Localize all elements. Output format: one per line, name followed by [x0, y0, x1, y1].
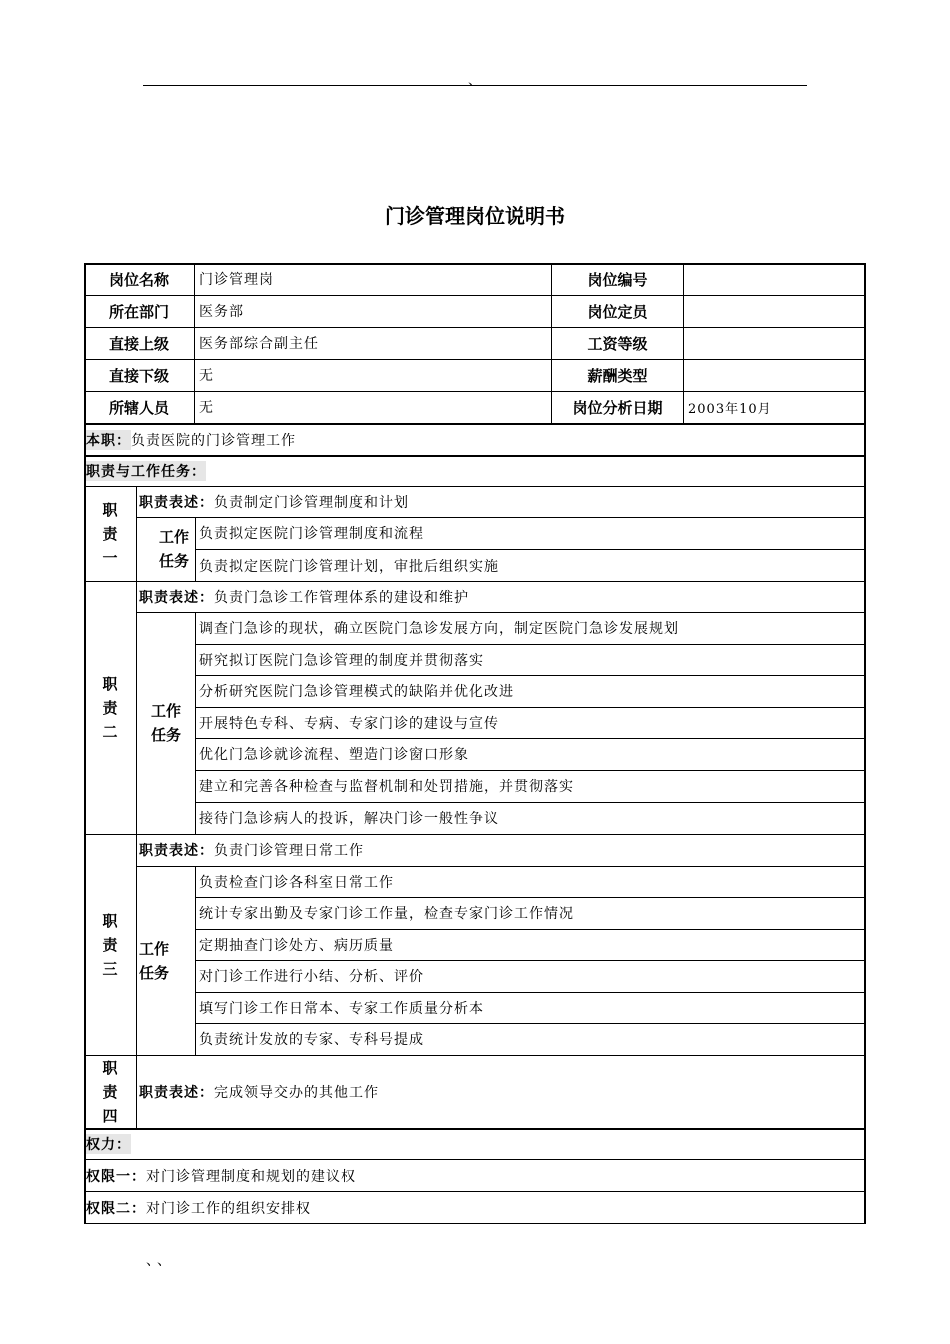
task-item: 调查门急诊的现状，确立医院门急诊发展方向，制定医院门急诊发展规划 [199, 621, 679, 637]
duty-char: 职 [102, 1058, 118, 1077]
label-analysis-date: 岗位分析日期 [572, 398, 663, 417]
job-description-table [84, 263, 866, 1224]
duty-2-task-label [137, 612, 195, 834]
label-superior: 直接上级 [108, 334, 169, 353]
task-label-line: 工作 [150, 702, 181, 720]
grid-line [136, 1055, 137, 1128]
value-job-number [684, 263, 864, 295]
task-label-line: 任务 [150, 726, 181, 744]
statement-label: 职责表述： [139, 843, 214, 859]
page-title: 门诊管理岗位说明书 [385, 204, 565, 228]
task-item: 开展特色专科、专病、专家门诊的建设与宣传 [199, 715, 499, 732]
duty-2-name [84, 581, 136, 834]
label-job-title: 岗位名称 [108, 270, 169, 289]
task-item: 接待门急诊病人的投诉，解决门诊一般性争议 [199, 811, 499, 827]
duties-heading-text: 职责与工作任务： [86, 461, 206, 481]
value-pay-type [684, 359, 864, 391]
duty-1-task-label [137, 517, 195, 581]
duty-char: 一 [102, 548, 118, 567]
duty-char: 责 [102, 698, 118, 717]
info-row [84, 263, 866, 295]
task-item: 统计专家出勤及专家门诊工作量，检查专家门诊工作情况 [199, 906, 574, 922]
value-analysis-date: 2003年10月 [688, 401, 772, 417]
value-staff: 无 [199, 400, 214, 416]
task-item: 定期抽查门诊处方、病历质量 [199, 937, 394, 954]
duty-char: 职 [102, 911, 118, 930]
duty-char: 责 [102, 935, 118, 954]
duty-char: 责 [102, 1082, 118, 1101]
label-subordinate: 直接下级 [108, 366, 169, 385]
value-salary-grade [684, 327, 864, 359]
task-label-line: 任务 [139, 963, 170, 982]
authority-label: 权限一： [86, 1168, 146, 1185]
authority-label: 权限二： [86, 1200, 146, 1217]
authority-heading-text: 权力： [86, 1134, 131, 1154]
task-item: 负责拟定医院门诊管理计划，审批后组织实施 [199, 558, 499, 575]
info-row [84, 295, 866, 327]
task-item: 对门诊工作进行小结、分析、评价 [199, 969, 424, 985]
duty-1-statement [139, 486, 409, 517]
task-item: 填写门诊工作日常本、专家工作质量分析本 [199, 1000, 484, 1017]
statement-text: 负责制定门诊管理制度和计划 [214, 494, 409, 511]
task-label-line: 工作 [139, 939, 170, 958]
authority-text: 对门诊工作的组织安排权 [146, 1200, 311, 1217]
value-subordinate: 无 [199, 368, 214, 384]
statement-text: 负责门诊管理日常工作 [214, 843, 364, 859]
task-item: 建立和完善各种检查与监督机制和处罚措施，并贯彻落实 [199, 779, 574, 795]
statement-label: 职责表述： [139, 589, 214, 606]
authority-item [86, 1192, 311, 1223]
header-rule [143, 85, 807, 86]
duty-char: 二 [102, 722, 118, 741]
authority-heading [86, 1129, 131, 1159]
label-job-number: 岗位编号 [587, 270, 648, 289]
duty-char: 三 [102, 959, 118, 978]
label-department: 所在部门 [108, 302, 169, 321]
authority-text: 对门诊管理制度和规划的建议权 [146, 1168, 356, 1185]
table-border-bottom [84, 1223, 866, 1224]
value-superior: 医务部综合副主任 [199, 336, 319, 352]
value-job-title: 门诊管理岗 [199, 272, 274, 288]
task-item: 负责拟定医院门诊管理制度和流程 [199, 525, 424, 542]
statement-text: 负责门急诊工作管理体系的建设和维护 [214, 589, 469, 606]
task-label-line: 任务 [158, 552, 189, 570]
label-pay-type: 薪酬类型 [587, 366, 648, 385]
duty-3-task-label [137, 866, 195, 1055]
duty-char: 职 [102, 674, 118, 693]
task-item: 优化门急诊就诊流程、塑造门诊窗口形象 [199, 747, 469, 763]
task-label-line: 工作 [158, 528, 189, 546]
info-row [84, 391, 866, 423]
duty-char: 四 [102, 1106, 118, 1125]
duty-summary-label: 本职： [86, 430, 131, 450]
duty-2-statement [139, 581, 469, 612]
task-item: 研究拟订医院门急诊管理的制度并贯彻落实 [199, 652, 484, 669]
duty-3-name [84, 834, 136, 1055]
info-row [84, 359, 866, 391]
duty-char: 职 [102, 500, 118, 519]
footer-mark: 、、 [146, 1253, 175, 1269]
statement-label: 职责表述： [139, 1084, 214, 1101]
label-staff: 所辖人员 [108, 398, 169, 417]
duty-summary-text: 负责医院的门诊管理工作 [131, 432, 296, 449]
duty-char: 责 [102, 524, 118, 543]
duty-4-name [84, 1055, 136, 1128]
statement-label: 职责表述： [139, 494, 214, 511]
info-row [84, 327, 866, 359]
statement-text: 完成领导交办的其他工作 [214, 1084, 379, 1101]
grid-line [195, 612, 196, 834]
label-headcount: 岗位定员 [587, 302, 648, 321]
task-item: 负责统计发放的专家、专科号提成 [199, 1032, 424, 1048]
value-headcount [684, 295, 864, 327]
duty-1-name [84, 486, 136, 581]
task-item: 分析研究医院门急诊管理模式的缺陷并优化改进 [199, 684, 514, 700]
duty-3-statement [139, 834, 364, 866]
authority-item [86, 1160, 356, 1191]
label-salary-grade: 工资等级 [587, 334, 648, 353]
duties-heading [86, 456, 206, 486]
duty-4-statement [139, 1055, 379, 1128]
header-mark: 、 [468, 73, 482, 89]
grid-line [84, 1128, 866, 1130]
duty-summary [86, 424, 296, 455]
value-department: 医务部 [199, 304, 244, 320]
task-item: 负责检查门诊各科室日常工作 [199, 874, 394, 891]
